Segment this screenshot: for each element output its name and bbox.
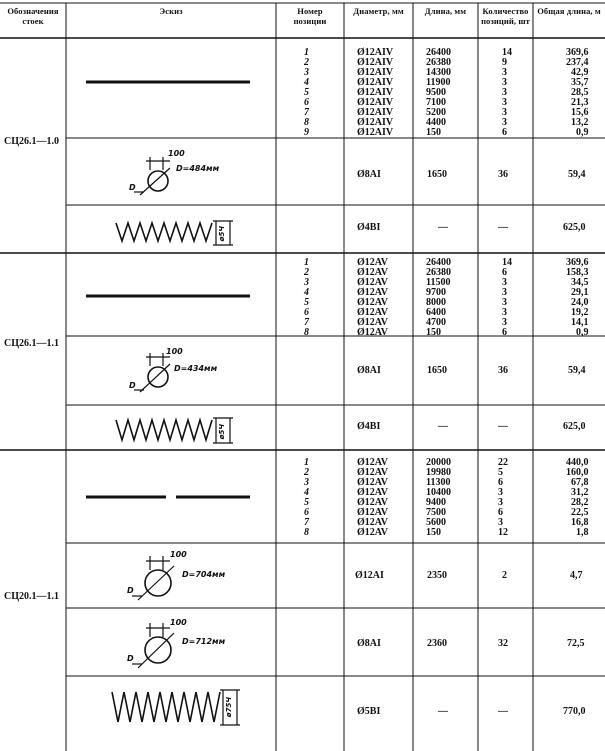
spiral-total: 625,0 xyxy=(563,421,586,432)
cell: 7 xyxy=(304,107,309,118)
cell: 14,1 xyxy=(571,317,589,328)
group-name: СЦ26.1—1.0 xyxy=(4,136,59,147)
ring-length: 1650 xyxy=(427,365,447,376)
group-name: СЦ20.1—1.1 xyxy=(4,591,59,602)
cell: Ø12AIV xyxy=(357,67,394,78)
cell: 28,5 xyxy=(571,87,589,98)
cell: Ø12AIV xyxy=(357,87,394,98)
cell: 5 xyxy=(304,497,309,508)
ring-total: 59,4 xyxy=(568,365,586,376)
cell: Ø12AV xyxy=(357,267,388,278)
ring-dim-label: 100 xyxy=(170,550,187,559)
cell: Ø12AIV xyxy=(357,107,394,118)
cell: 3 xyxy=(502,97,507,108)
ring-diameter: Ø8AI xyxy=(357,169,381,180)
cell: Ø12AV xyxy=(357,477,388,488)
spiral-sketch xyxy=(116,223,212,241)
cell: 440,0 xyxy=(566,457,589,468)
spiral-sketch xyxy=(112,692,220,722)
cell: 5 xyxy=(304,87,309,98)
ring-total: 59,4 xyxy=(568,169,586,180)
cell: 4 xyxy=(304,487,309,498)
ring-sketch xyxy=(134,353,170,392)
spiral-quantity: — xyxy=(498,222,508,233)
cell: 2 xyxy=(304,467,309,478)
header-sketch: Эскиз xyxy=(159,6,183,16)
cell: 0,9 xyxy=(576,327,589,338)
cell: Ø12AV xyxy=(357,257,388,268)
cell: Ø12AV xyxy=(357,317,388,328)
cell: 14300 xyxy=(426,67,451,78)
cell: 16,8 xyxy=(571,517,589,528)
cell: 19,2 xyxy=(571,307,589,318)
ring-dim-label: 100 xyxy=(170,618,187,627)
cell: 3 xyxy=(502,117,507,128)
cell: 14 xyxy=(502,257,512,268)
spiral-diameter: Ø4BI xyxy=(357,421,381,432)
ring2-quantity: 32 xyxy=(498,638,508,649)
cell: 1 xyxy=(304,47,309,58)
cell: 6 xyxy=(304,97,309,108)
ring-sketch xyxy=(132,556,174,600)
cell: 7100 xyxy=(426,97,446,108)
cell: 22,5 xyxy=(571,507,589,518)
cell: 4 xyxy=(304,287,309,298)
cell: 2 xyxy=(304,267,309,278)
cell: Ø12AIV xyxy=(357,77,394,88)
spiral-quantity: — xyxy=(498,706,508,717)
cell: 3 xyxy=(502,297,507,308)
cell: 5200 xyxy=(426,107,446,118)
cell: 14 xyxy=(502,47,512,58)
cell: 369,6 xyxy=(566,257,589,268)
cell: 3 xyxy=(498,497,503,508)
ring-length: 1650 xyxy=(427,169,447,180)
cell: 9 xyxy=(304,127,309,138)
cell: Ø12AIV xyxy=(357,117,394,128)
cell: 8 xyxy=(304,327,309,338)
cell: 237,4 xyxy=(566,57,589,68)
cell: 67,8 xyxy=(571,477,589,488)
cell: 3 xyxy=(498,517,503,528)
ring-diameter-label: D=434мм xyxy=(174,364,218,373)
cell: 15,6 xyxy=(571,107,589,118)
cell: 2 xyxy=(304,57,309,68)
cell: 7500 xyxy=(426,507,446,518)
ring2-length: 2360 xyxy=(427,638,447,649)
cell: 1 xyxy=(304,457,309,468)
cell: 26400 xyxy=(426,47,451,58)
cell: 3 xyxy=(502,287,507,298)
cell: 150 xyxy=(426,327,441,338)
spiral-length: — xyxy=(438,421,448,432)
cell: 4 xyxy=(304,77,309,88)
cell: 19980 xyxy=(426,467,451,478)
ring-sketch xyxy=(134,157,170,195)
cell: 3 xyxy=(502,317,507,328)
ring-diameter-label: D=484мм xyxy=(176,164,220,173)
cell: 8 xyxy=(304,117,309,128)
cell: 4400 xyxy=(426,117,446,128)
cell: 5 xyxy=(498,467,503,478)
cell: Ø12AIV xyxy=(357,57,394,68)
cell: 3 xyxy=(304,277,309,288)
ring-d-label: D xyxy=(129,183,136,192)
header-length: Длина, мм xyxy=(424,6,467,16)
cell: 150 xyxy=(426,127,441,138)
cell: 31,2 xyxy=(571,487,589,498)
header-quantity: Количество позиций, шт xyxy=(481,6,530,26)
cell: 9700 xyxy=(426,287,446,298)
cell: 8 xyxy=(304,527,309,538)
cell: 9500 xyxy=(426,87,446,98)
cell: 3 xyxy=(502,87,507,98)
cell: 13,2 xyxy=(571,117,589,128)
header-position: Номер позиции xyxy=(293,6,327,26)
cell: Ø12AV xyxy=(357,457,388,468)
cell: 3 xyxy=(304,477,309,488)
spiral-diameter: Ø4BI xyxy=(357,222,381,233)
cell: 11500 xyxy=(426,277,451,288)
spiral-quantity: — xyxy=(498,421,508,432)
spiral-dim-label: ø5Ч xyxy=(218,226,226,242)
cell: 3 xyxy=(502,67,507,78)
ring-d-label: D xyxy=(127,586,134,595)
cell: 7 xyxy=(304,317,309,328)
cell: 26400 xyxy=(426,257,451,268)
cell: 8000 xyxy=(426,297,446,308)
cell: 4700 xyxy=(426,317,446,328)
group-name: СЦ26.1—1.1 xyxy=(4,338,59,349)
spiral-total: 625,0 xyxy=(563,222,586,233)
ring-quantity: 36 xyxy=(498,365,508,376)
cell: 3 xyxy=(304,67,309,78)
header-total: Общая длина, м xyxy=(537,6,601,16)
cell: 1,8 xyxy=(576,527,589,538)
ring-d-label: D xyxy=(129,381,136,390)
spiral-total: 770,0 xyxy=(563,706,586,717)
spiral-length: — xyxy=(438,222,448,233)
cell: Ø12AIV xyxy=(357,97,394,108)
cell: 6 xyxy=(498,507,503,518)
cell: 11300 xyxy=(426,477,451,488)
cell: 20000 xyxy=(426,457,451,468)
cell: 160,0 xyxy=(566,467,589,478)
ring1-length: 2350 xyxy=(427,570,447,581)
cell: Ø12AV xyxy=(357,487,388,498)
cell: Ø12AIV xyxy=(357,127,394,138)
cell: 42,9 xyxy=(571,67,589,78)
cell: 26380 xyxy=(426,267,451,278)
cell: 3 xyxy=(498,487,503,498)
cell: 3 xyxy=(502,77,507,88)
cell: 6400 xyxy=(426,307,446,318)
cell: 3 xyxy=(502,307,507,318)
cell: 6 xyxy=(502,327,507,338)
cell: Ø12AV xyxy=(357,287,388,298)
ring-diameter-label: D=712мм xyxy=(182,637,226,646)
cell: Ø12AV xyxy=(357,327,388,338)
ring-diameter-label: D=704мм xyxy=(182,570,226,579)
ring-diameter: Ø8AI xyxy=(357,365,381,376)
spiral-dim-label: ø75Ч xyxy=(225,697,233,718)
header-diameter: Диаметр, мм xyxy=(353,6,404,16)
cell: 24,0 xyxy=(571,297,589,308)
spiral-sketch xyxy=(116,420,212,440)
ring1-total: 4,7 xyxy=(570,570,583,581)
spiral-length: — xyxy=(438,706,448,717)
cell: 158,3 xyxy=(566,267,589,278)
cell: 6 xyxy=(304,507,309,518)
cell: Ø12AV xyxy=(357,527,388,538)
cell: 1 xyxy=(304,257,309,268)
cell: 28,2 xyxy=(571,497,589,508)
cell: 369,6 xyxy=(566,47,589,58)
ring1-quantity: 2 xyxy=(502,570,507,581)
cell: Ø12AV xyxy=(357,307,388,318)
cell: Ø12AV xyxy=(357,277,388,288)
cell: 22 xyxy=(498,457,508,468)
cell: 9400 xyxy=(426,497,446,508)
cell: 12 xyxy=(498,527,508,538)
cell: Ø12AV xyxy=(357,507,388,518)
cell: 0,9 xyxy=(576,127,589,138)
cell: 35,7 xyxy=(571,77,589,88)
cell: 5 xyxy=(304,297,309,308)
cell: 6 xyxy=(498,477,503,488)
cell: 150 xyxy=(426,527,441,538)
cell: 11900 xyxy=(426,77,451,88)
cell: 5600 xyxy=(426,517,446,528)
spiral-dim-label: ø5Ч xyxy=(218,424,226,440)
cell: Ø12AV xyxy=(357,297,388,308)
cell: Ø12AV xyxy=(357,467,388,478)
cell: 7 xyxy=(304,517,309,528)
ring-dim-label: 100 xyxy=(168,149,185,158)
cell: Ø12AV xyxy=(357,517,388,528)
cell: 3 xyxy=(502,107,507,118)
cell: 6 xyxy=(502,267,507,278)
ring-d-label: D xyxy=(127,654,134,663)
header-designation: Обозначения стоек xyxy=(7,6,59,26)
cell: Ø12AIV xyxy=(357,47,394,58)
ring1-diameter: Ø12AI xyxy=(355,570,384,581)
ring2-diameter: Ø8AI xyxy=(357,638,381,649)
cell: 9 xyxy=(502,57,507,68)
cell: 3 xyxy=(502,277,507,288)
ring-quantity: 36 xyxy=(498,169,508,180)
spiral-diameter: Ø5BI xyxy=(357,706,381,717)
ring-dim-label: 100 xyxy=(166,347,183,356)
cell: 21,3 xyxy=(571,97,589,108)
cell: 34,5 xyxy=(571,277,589,288)
cell: 6 xyxy=(304,307,309,318)
cell: Ø12AV xyxy=(357,497,388,508)
cell: 6 xyxy=(502,127,507,138)
cell: 29,1 xyxy=(571,287,589,298)
ring2-total: 72,5 xyxy=(567,638,585,649)
cell: 10400 xyxy=(426,487,451,498)
cell: 26380 xyxy=(426,57,451,68)
ring-sketch xyxy=(132,623,174,668)
